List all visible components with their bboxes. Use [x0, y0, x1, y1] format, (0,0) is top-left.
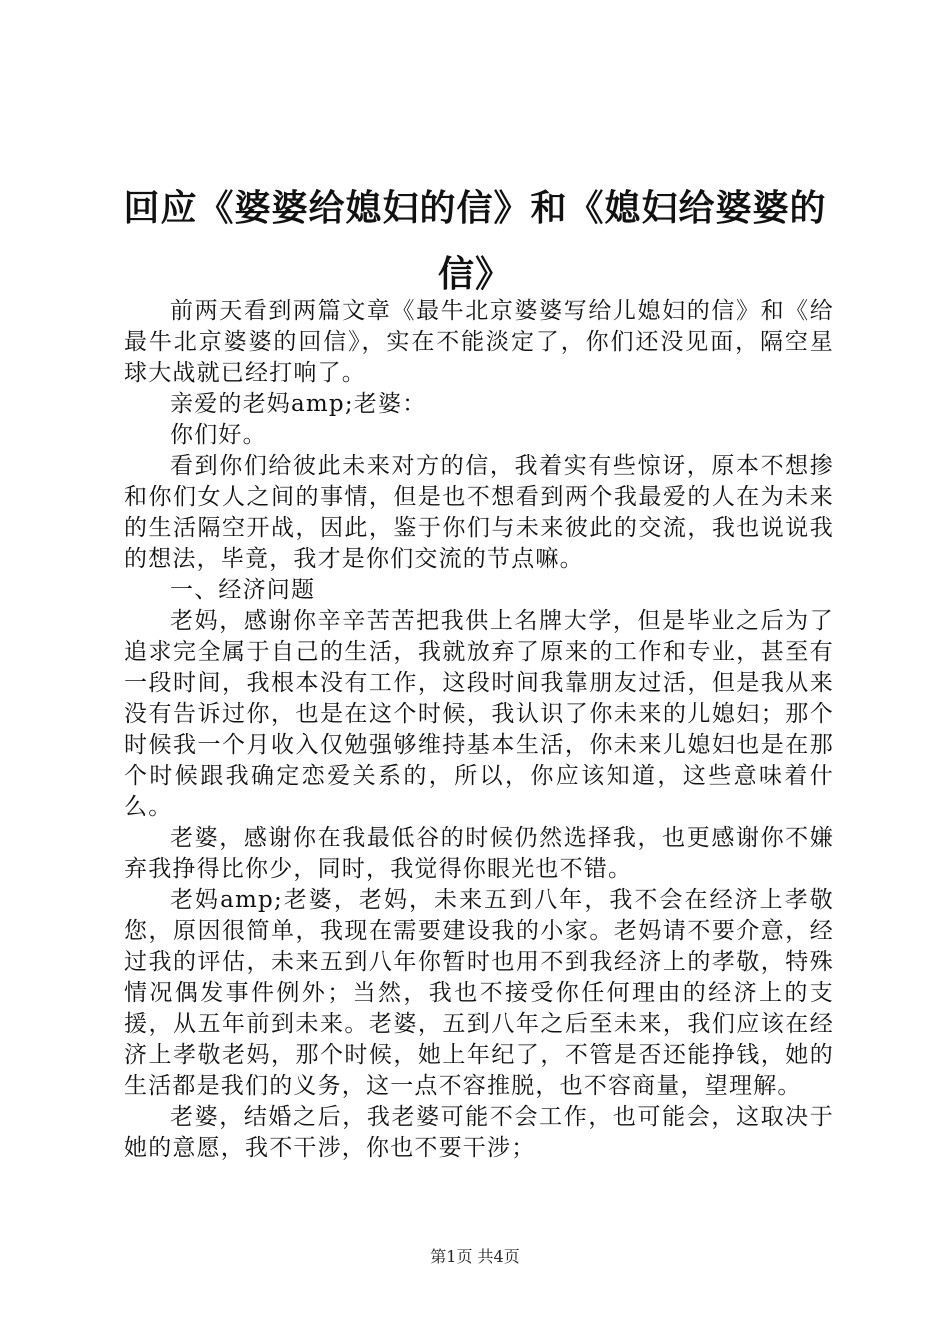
- paragraph: 看到你们给彼此未来对方的信，我着实有些惊讶，原本不想掺和你们女人之间的事情，但是也不想看到两个我最爱的人在为未来的生活隔空开战，因此，鉴于你们与未来彼此的交流，我也说说我的想法，毕竟，我才是你们交流的节点嘛。: [124, 453, 834, 572]
- document-body: [124, 296, 834, 1164]
- paragraph: 亲爱的老妈amp;老婆：: [170, 391, 427, 417]
- page-footer: 第1页 共4页: [430, 1247, 520, 1266]
- section-heading: 一、经济问题: [170, 577, 316, 603]
- paragraph: 前两天看到两篇文章《最牛北京婆婆写给儿媳妇的信》和《给最牛北京婆婆的回信》，实在不能淡定了，你们还没见面，隔空星球大战就已经打响了。: [124, 298, 834, 386]
- title-line-1: 回应《婆婆给媳妇的信》和《媳妇给婆婆的: [123, 188, 827, 229]
- title-line-2: 信》: [437, 254, 512, 295]
- paragraph: 老妈，感谢你辛辛苦苦把我供上名牌大学，但是毕业之后为了追求完全属于自己的生活，我就放弃了原来的工作和专业，甚至有一段时间，我根本没有工作，这段时间我靠朋友过活，但是我从来没有告诉过你，也是在这个时候，我认识了你未来的儿媳妇；那个时候我一个月收入仅勉强够维持基本生活，你未来儿媳妇也是在那个时候跟我确定恋爱关系的，所以，你应该知道，这些意味着什么。: [124, 608, 834, 820]
- paragraph: 老妈amp;老婆，老妈，未来五到八年，我不会在经济上孝敬您，原因很简单，我现在需要建设我的小家。老妈请不要介意，经过我的评估，未来五到八年你暂时也用不到我经济上的孝敬，特殊情况偶发事件例外；当然，我也不接受你任何理由的经济上的支援，从五年前到未来。老婆，五到八年之后至未来，我们应该在经济上孝敬老妈，那个时候，她上年纪了，不管是否还能挣钱，她的生活都是我们的义务，这一点不容推脱，也不容商量，望理解。: [124, 887, 834, 1099]
- document-title: [110, 176, 840, 308]
- paragraph: 老婆，感谢你在我最低谷的时候仍然选择我，也更感谢你不嫌弃我挣得比你少，同时，我觉得你眼光也不错。: [124, 825, 834, 882]
- paragraph: 你们好。: [170, 422, 267, 448]
- paragraph: 老婆，结婚之后，我老婆可能不会工作，也可能会，这取决于她的意愿，我不干涉，你也不要干涉；: [124, 1104, 834, 1161]
